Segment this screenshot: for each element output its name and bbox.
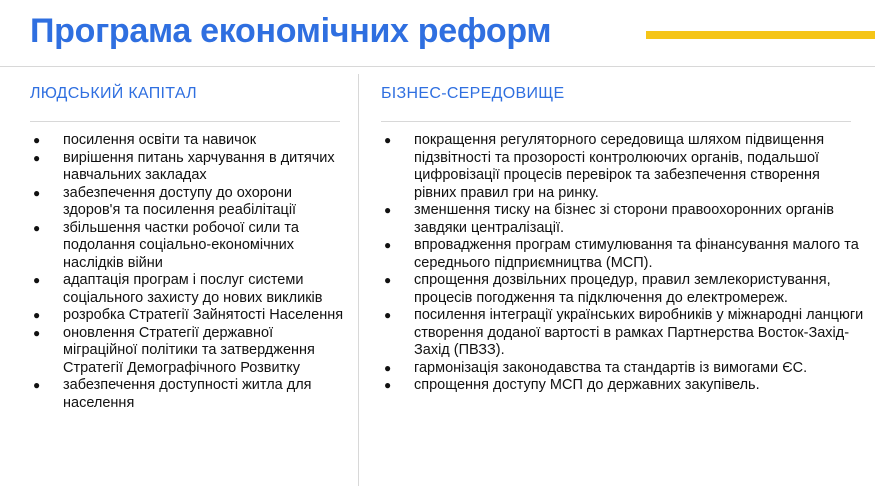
business-environment-list — [381, 132, 865, 395]
list-item — [30, 220, 350, 273]
list-item-text: забезпечення доступу до охорони здоров'я та посилення реабілітації — [63, 184, 297, 218]
list-item-text: збільшення частки робочої сили та подолання соціально-економічних наслідків війни — [63, 219, 299, 271]
list-item — [381, 307, 865, 360]
list-item — [30, 325, 350, 378]
bullet-icon: ● — [384, 308, 392, 322]
bullet-icon: ● — [33, 150, 41, 165]
list-item-text: впровадження програм стимулювання та фінансування малого та середнього підприємництва (МСП). — [414, 237, 859, 271]
list-item — [381, 237, 865, 272]
list-item — [381, 132, 865, 202]
bullet-icon: ● — [384, 133, 392, 147]
business-environment-heading: БІЗНЕС-СЕРЕДОВИЩЕ — [381, 85, 565, 102]
bullet-icon: ● — [33, 308, 41, 322]
bullet-icon: ● — [33, 185, 41, 200]
list-item-text: спрощення доступу МСП до державних закупівель. — [414, 377, 760, 393]
human-capital-heading: ЛЮДСЬКИЙ КАПІТАЛ — [30, 85, 197, 102]
list-item — [30, 185, 350, 220]
bullet-icon: ● — [33, 273, 41, 287]
bullet-icon: ● — [384, 360, 392, 375]
list-item-text: посилення освіти та навичок — [63, 132, 257, 148]
list-item-text: зменшення тиску на бізнес зі сторони правоохоронних органів завдяки централізації. — [414, 202, 834, 236]
list-item-text: розробка Стратегії Зайнятості Населення — [63, 307, 344, 323]
list-item-text: оновлення Стратегії державної міграційної політики та затвердження Стратегії Демографічного Розвитку — [63, 324, 315, 376]
list-item — [30, 132, 350, 150]
list-item — [30, 272, 350, 307]
list-item — [381, 377, 865, 395]
bullet-icon: ● — [384, 203, 392, 217]
list-item — [381, 202, 865, 237]
bullet-icon: ● — [33, 133, 41, 147]
list-item — [30, 150, 350, 185]
list-item-text: гармонізація законодавства та стандартів із вимогами ЄС. — [414, 359, 808, 376]
title-accent-bar — [646, 31, 875, 39]
list-item-text: посилення інтеграції українських виробників у міжнародні ланцюги створення доданої вартості в рамках Партнерства Восток-Захід-Захід (ПВЗЗ). — [414, 307, 864, 358]
list-item-text: покращення регуляторного середовища шляхом підвищення підзвітності та прозорості контролюючих органів, подальшої цифровізації процесів перевірок та забезпечення створення рівних правил гри на ринку. — [414, 132, 825, 201]
list-item-text: адаптація програм і послуг системи соціального захисту до нових викликів — [63, 272, 323, 306]
human-capital-list — [30, 132, 350, 412]
bullet-icon: ● — [384, 238, 392, 252]
bullet-icon: ● — [33, 325, 41, 340]
list-item — [381, 272, 865, 307]
list-item-text: спрощення дозвільних процедур, правил землекористування, процесів погодження та підключення до електромереж. — [414, 272, 831, 306]
list-item — [30, 377, 350, 412]
list-item-text: забезпечення доступності житла для населення — [63, 377, 312, 411]
top-divider — [0, 66, 875, 67]
page-title: Програма економічних реформ — [30, 12, 552, 50]
list-item — [381, 360, 865, 378]
bullet-icon: ● — [384, 378, 392, 392]
human-capital-heading-rule — [30, 121, 340, 122]
bullet-icon: ● — [33, 220, 41, 235]
business-environment-heading-rule — [381, 121, 851, 122]
column-divider — [358, 74, 359, 486]
list-item — [30, 307, 350, 325]
bullet-icon: ● — [384, 273, 392, 287]
bullet-icon: ● — [33, 378, 41, 392]
list-item-text: вирішення питань харчування в дитячих навчальних закладах — [63, 149, 335, 183]
